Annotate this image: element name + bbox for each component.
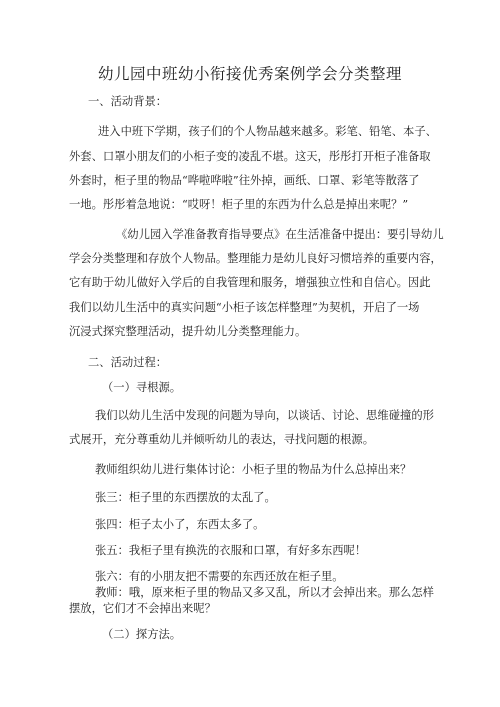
- dialogue-line: 张三：柜子里的东西摆放的太乱了。: [95, 491, 276, 504]
- subsection-heading: （一）寻根源。: [102, 381, 182, 394]
- paragraph-line: 一地。彤彤着急地说：“哎呀！柜子里的东西为什么总是掉出来呢？”: [69, 198, 409, 211]
- paragraph-line: 外套、口罩小朋友们的小柜子变的凌乱不堪。这天，彤彤打开柜子准备取: [69, 150, 431, 163]
- paragraph-line: 进入中班下学期，孩子们的个人物品越来越多。彩笔、铅笔、本子、: [98, 125, 437, 138]
- dialogue-line: 教师：哦，原来柜子里的物品又多又乱，所以才会掉出来。那么怎样: [95, 586, 434, 599]
- dialogue-line: 张六：有的小朋友把不需要的东西还放在柜子里。: [95, 570, 344, 583]
- dialogue-line: 张五：我柜子里有换洗的衣服和口罩，有好多东西呢！: [95, 544, 367, 557]
- paragraph-line: 式展开，充分尊重幼儿并倾听幼儿的表达，寻找问题的根源。: [69, 433, 375, 446]
- paragraph-line: 我们以幼儿生活中的真实问题“小柜子该怎样整理”为契机，开启了一场: [69, 301, 420, 314]
- dialogue-line: 张四：柜子太小了，东西太多了。: [95, 518, 265, 531]
- paragraph-line: 沉浸式探究整理活动，提升幼儿分类整理能力。: [69, 325, 307, 338]
- paragraph-line: 学会分类整理和存放个人物品。整理能力是幼儿良好习惯培养的重要内容，: [69, 252, 442, 265]
- page-title: 幼儿园中班幼小衔接优秀案例学会分类整理: [97, 65, 402, 83]
- dialogue-line: 摆放，它们才不会掉出来呢？: [69, 602, 216, 615]
- subsection-heading: （二）探方法。: [102, 628, 182, 641]
- paragraph-line: 《幼儿园入学准备教育指导要点》在生活准备中提出：要引导幼儿: [116, 228, 444, 241]
- paragraph-line: 我们以幼儿生活中发现的问题为导向，以谈话、讨论、思维碰撞的形: [95, 409, 434, 422]
- section-heading-background: 一、活动背景：: [88, 95, 168, 108]
- paragraph-line: 它有助于幼儿做好入学后的自我管理和服务，增强独立性和自信心。因此: [69, 276, 431, 289]
- paragraph-line: 外套时，柜子里的物品“哗啦哗啦”往外掉，画纸、口罩、彩笔等散落了: [69, 174, 420, 187]
- paragraph-line: 教师组织幼儿进行集体讨论：小柜子里的物品为什么总掉出来？: [95, 463, 412, 476]
- section-heading-process: 二、活动过程：: [88, 356, 168, 369]
